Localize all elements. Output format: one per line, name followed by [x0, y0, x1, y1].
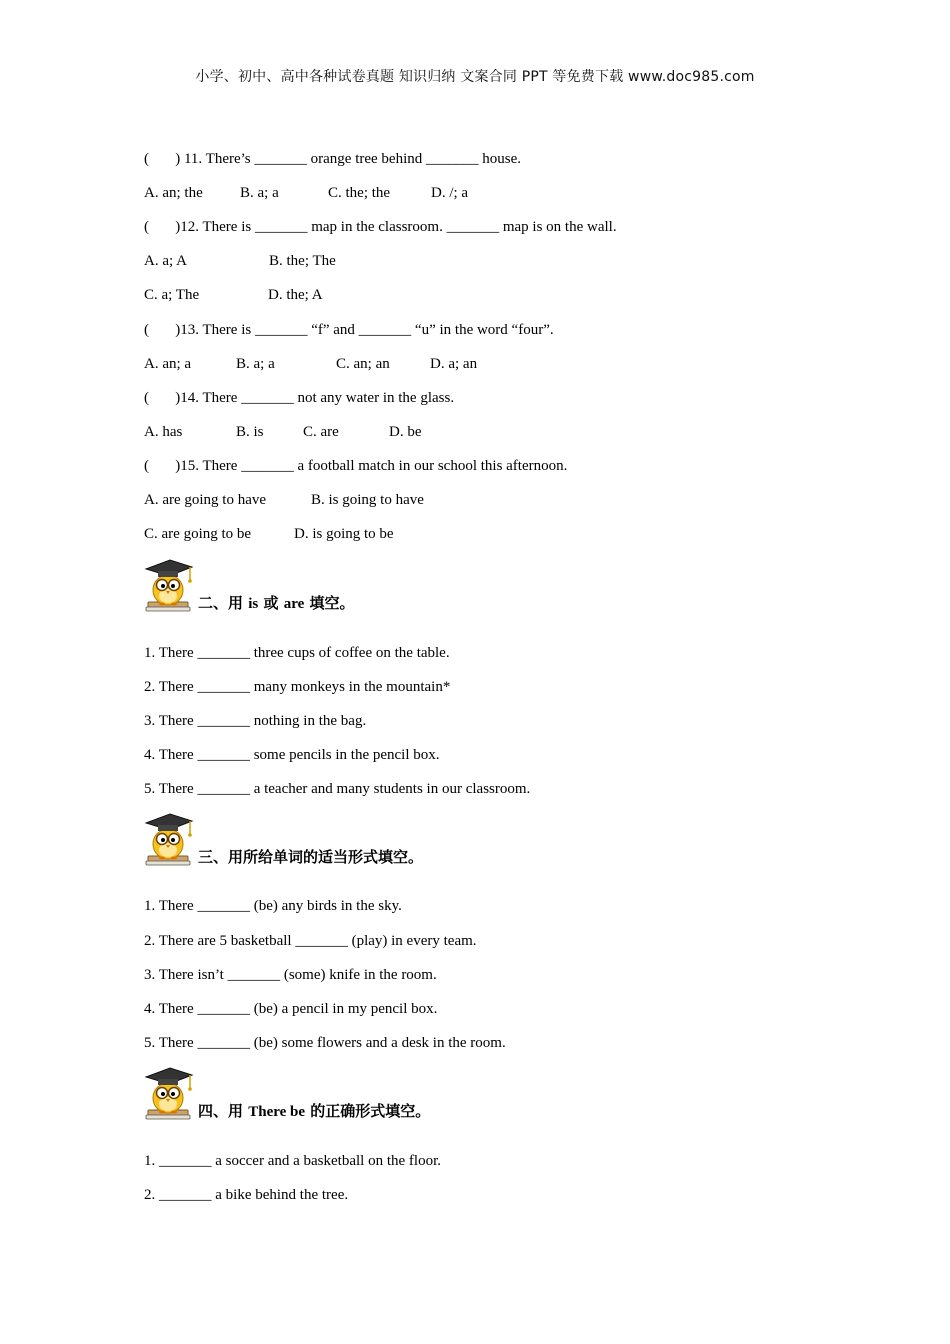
section-4-item: 1. _______ a soccer and a basketball on the floor. — [144, 1153, 441, 1169]
section-2-item: 3. There _______ nothing in the bag. — [144, 713, 367, 729]
question-12: ( )12. There is _______ map in the classroom. _______ map is on the wall. — [144, 219, 617, 235]
section-3-item: 3. There isn’t _______ (some) knife in the room. — [144, 967, 437, 983]
question-11: ( ) 11. There’s _______ orange tree behind _______ house. — [144, 151, 521, 167]
owl-scholar-icon — [142, 810, 196, 868]
option-d: D. a; an — [430, 356, 478, 372]
page-header: 小学、初中、高中各种试卷真题 知识归纳 文案合同 PPT 等免费下载 www.doc985.com — [195, 69, 755, 85]
option-b: B. the; The — [269, 253, 336, 269]
section-4-item: 2. _______ a bike behind the tree. — [144, 1187, 349, 1203]
question-15-options-row2 — [144, 524, 544, 544]
option-a: A. are going to have — [144, 492, 267, 508]
option-d: D. is going to be — [294, 526, 394, 542]
section-3-item: 4. There _______ (be) a pencil in my pencil box. — [144, 1001, 438, 1017]
question-14: ( )14. There _______ not any water in the glass. — [144, 390, 455, 406]
owl-scholar-icon — [142, 1064, 196, 1122]
option-b: B. a; a — [240, 185, 279, 201]
question-15: ( )15. There _______ a football match in our school this afternoon. — [144, 458, 568, 474]
option-d: D. the; A — [268, 287, 323, 303]
option-c: C. a; The — [144, 287, 200, 303]
question-15-options-row1 — [144, 490, 544, 510]
section-3-item: 1. There _______ (be) any birds in the sky. — [144, 898, 402, 914]
section-4-heading — [142, 1064, 642, 1122]
option-a: A. a; A — [144, 253, 187, 269]
option-b: B. a; a — [236, 356, 275, 372]
option-c: C. the; the — [328, 185, 391, 201]
section-2-heading — [142, 556, 642, 614]
option-c: C. an; an — [336, 356, 390, 372]
option-c: C. are — [303, 424, 339, 440]
section-2-item: 1. There _______ three cups of coffee on the table. — [144, 645, 450, 661]
question-12-options-row1 — [144, 251, 544, 271]
question-12-options-row2 — [144, 285, 544, 305]
question-13: ( )13. There is _______ “f” and _______ “u” in the word “four”. — [144, 322, 554, 338]
option-d: D. be — [389, 424, 422, 440]
option-a: A. an; a — [144, 356, 192, 372]
section-3-heading — [142, 810, 642, 868]
option-a: A. an; the — [144, 185, 203, 201]
owl-scholar-icon — [142, 556, 196, 614]
section-2-item: 2. There _______ many monkeys in the mountain* — [144, 679, 451, 695]
section-3-title: 三、用所给单词的适当形式填空。 — [198, 848, 424, 866]
option-b: B. is — [236, 424, 264, 440]
option-a: A. has — [144, 424, 183, 440]
section-2-title: 二、用 is 或 are 填空。 — [198, 594, 355, 612]
section-4-title: 四、用 There be 的正确形式填空。 — [198, 1102, 431, 1120]
option-d: D. /; a — [431, 185, 469, 201]
option-b: B. is going to have — [311, 492, 424, 508]
section-2-item: 5. There _______ a teacher and many students in our classroom. — [144, 781, 531, 797]
question-14-options — [144, 422, 544, 442]
question-11-options — [144, 183, 544, 203]
section-2-item: 4. There _______ some pencils in the pencil box. — [144, 747, 440, 763]
option-c: C. are going to be — [144, 526, 252, 542]
question-13-options — [144, 354, 544, 374]
section-3-item: 5. There _______ (be) some flowers and a desk in the room. — [144, 1035, 506, 1051]
section-3-item: 2. There are 5 basketball _______ (play) in every team. — [144, 933, 477, 949]
